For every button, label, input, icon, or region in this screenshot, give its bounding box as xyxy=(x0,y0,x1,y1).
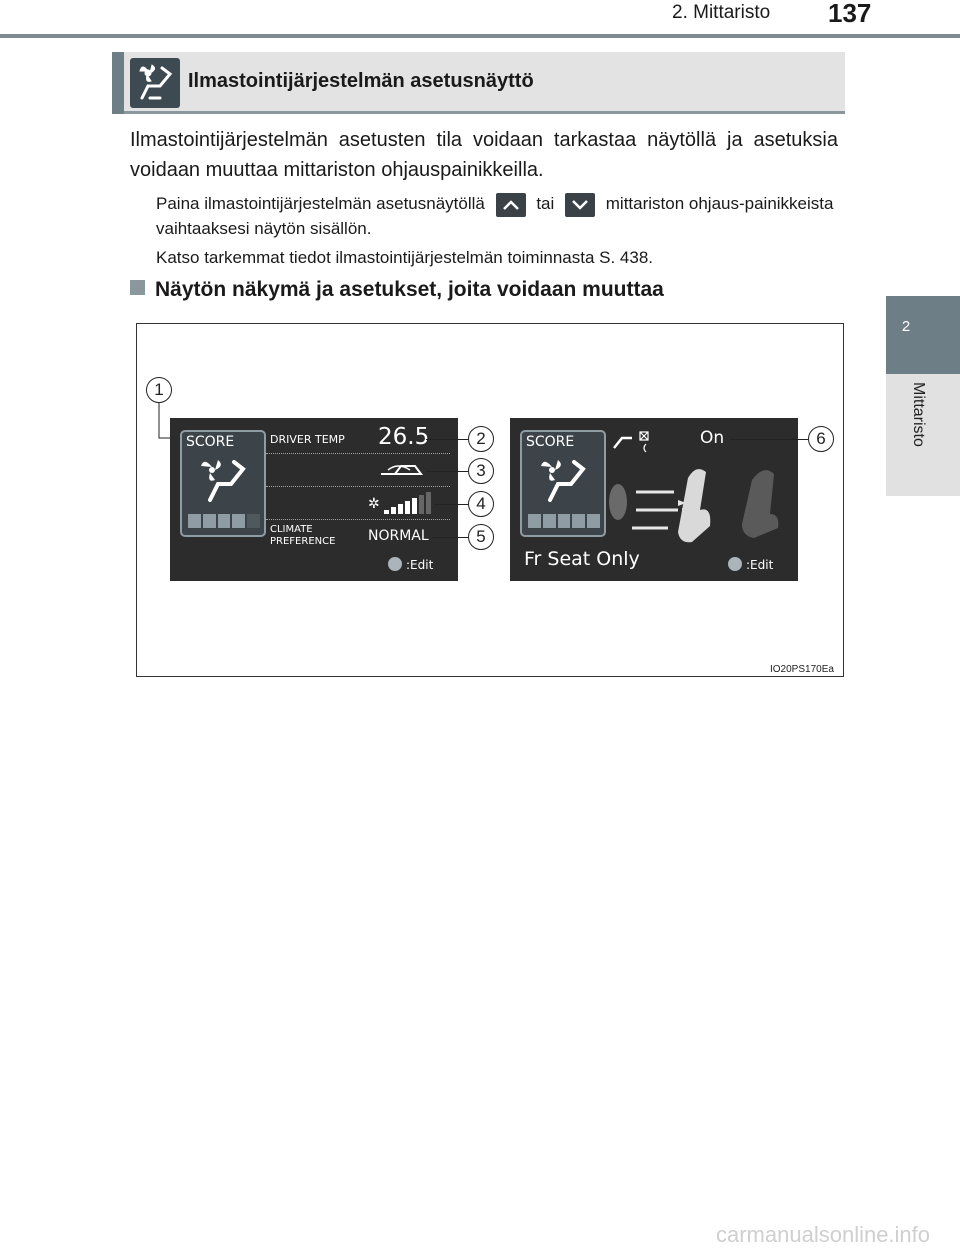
callout-5: 5 xyxy=(468,524,494,550)
divider xyxy=(266,519,450,520)
fan-seat-icon xyxy=(196,456,250,508)
seat-illustration xyxy=(602,458,792,550)
score-bars xyxy=(528,514,600,528)
climate-fan-seat-icon xyxy=(130,58,180,108)
climate-screen-right xyxy=(510,418,798,581)
watermark: carmanualsonline.info xyxy=(716,1222,931,1247)
climate-preference-label-2: PREFERENCE xyxy=(270,536,336,547)
callout-2-leader xyxy=(426,439,468,440)
edit-label: :Edit xyxy=(406,558,434,572)
figure-id: IO20PS170Ea xyxy=(770,664,834,675)
fan-speed-bar xyxy=(391,507,396,514)
seat-mode-label: Fr Seat Only xyxy=(524,548,640,570)
instruction-text-2: tai xyxy=(536,194,555,213)
instruction-text-1: Paina ilmastointijärjestelmän asetusnäytöllä xyxy=(156,194,485,213)
instruction-text-3: mittariston ohjaus-painikkeista vaihtaaksesi näytön sisällön. xyxy=(156,194,834,238)
climate-screen-left xyxy=(170,418,458,581)
bullet-square-icon xyxy=(130,280,145,295)
fan-speed-bar xyxy=(398,504,403,514)
score-bars xyxy=(188,514,260,528)
fan-speed-bar xyxy=(419,495,424,514)
score-label: SCORE xyxy=(526,434,575,450)
page-number: 137 xyxy=(828,0,872,28)
chapter-tab xyxy=(886,296,960,374)
subheading: Näytön näkymä ja asetukset, joita voidaan muuttaa xyxy=(130,278,664,302)
fan-speed-bar xyxy=(384,510,389,514)
chapter-title: 2. Mittaristo xyxy=(672,2,771,23)
seat-airflow-icon xyxy=(610,428,656,454)
instruction-paragraph xyxy=(156,192,840,241)
chevron-up-icon xyxy=(496,193,526,217)
fan-seat-icon xyxy=(536,456,590,508)
callout-5-leader xyxy=(432,537,468,538)
score-panel xyxy=(180,430,266,537)
callout-4-leader xyxy=(434,504,468,505)
status-value: On xyxy=(700,428,725,448)
fan-speed-bar xyxy=(426,492,431,514)
section-title-accent xyxy=(112,52,124,114)
fan-speed-bars xyxy=(384,490,434,514)
temperature-value: 26.5 xyxy=(378,424,430,450)
divider xyxy=(266,453,450,454)
recirculation-car-icon xyxy=(378,460,428,480)
callout-6: 6 xyxy=(808,426,834,452)
callout-2: 2 xyxy=(468,426,494,452)
callout-3-leader xyxy=(426,471,468,472)
score-panel xyxy=(520,430,606,537)
dial-icon xyxy=(388,557,402,571)
climate-preference-value: NORMAL xyxy=(368,528,429,544)
reference-paragraph: Katso tarkemmat tiedot ilmastointijärjestelmän toiminnasta S. 438. xyxy=(156,248,654,267)
fan-icon: ✲ xyxy=(368,496,380,512)
callout-6-leader xyxy=(730,439,808,440)
chapter-tab-number: 2 xyxy=(901,318,911,335)
dial-icon xyxy=(728,557,742,571)
fan-speed-bar xyxy=(405,501,410,514)
driver-temp-label: DRIVER TEMP xyxy=(270,433,345,446)
chevron-down-icon xyxy=(565,193,595,217)
callout-1: 1 xyxy=(146,377,172,403)
header-rule xyxy=(0,34,960,38)
divider xyxy=(266,486,450,487)
climate-preference-label-1: CLIMATE xyxy=(270,524,313,535)
callout-4: 4 xyxy=(468,491,494,517)
edit-label: :Edit xyxy=(746,558,774,572)
intro-paragraph: Ilmastointijärjestelmän asetusten tila voidaan tarkastaa näytöllä ja asetuksia voidaan muuttaa mittariston ohjauspainikkeilla. xyxy=(130,129,838,181)
callout-3: 3 xyxy=(468,458,494,484)
section-title: Ilmastointijärjestelmän asetusnäyttö xyxy=(188,70,534,92)
score-label: SCORE xyxy=(186,434,235,450)
fan-speed-bar xyxy=(412,498,417,514)
chapter-tab-label: Mittaristo xyxy=(910,382,927,447)
